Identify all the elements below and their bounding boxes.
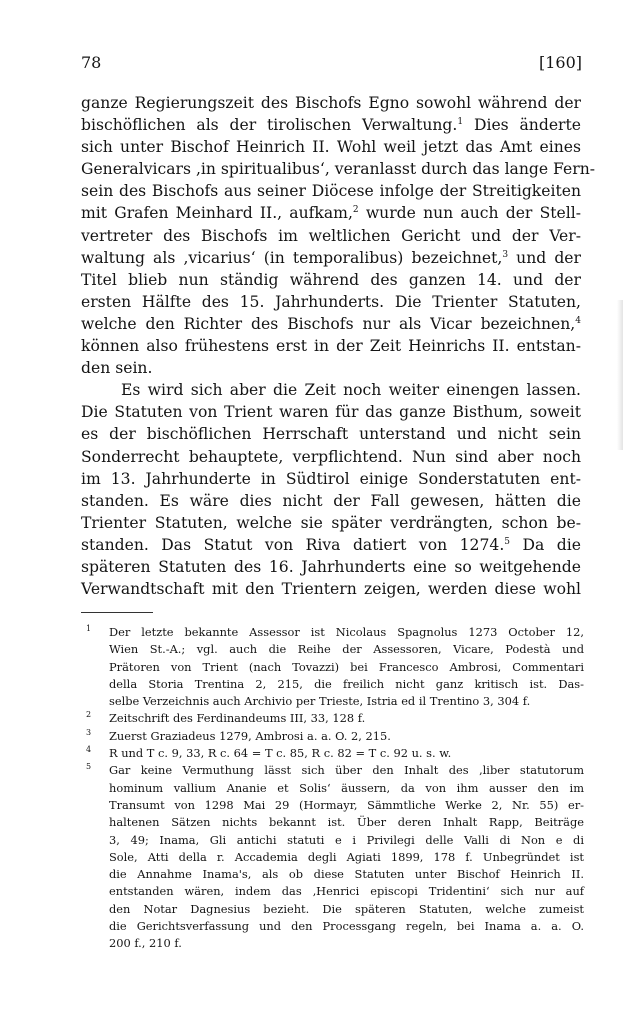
footnote-reference: 5 xyxy=(504,536,511,547)
text-line-continuation: wurde nun auch der Stell- xyxy=(358,204,581,223)
footnote-reference: 2 xyxy=(352,205,359,216)
text-line-content: ersten Hälfte des 15. Jahrhunderts. Die Trienter Statuten, xyxy=(81,292,581,311)
text-line xyxy=(81,92,581,114)
text-line-content: können also frühestens erst in der Zeit Heinrichs II. entstan- xyxy=(81,337,581,356)
footnote-line: entstanden wären, indem das ‚Henrici episcopi Tridentini‘ sich nur auf xyxy=(109,884,584,899)
text-line-content: bischöflichen als der tirolischen Verwaltung. xyxy=(81,116,458,135)
footnote-separator xyxy=(81,612,153,613)
footnote-reference: 1 xyxy=(457,116,464,127)
footnote-line: Sole, Atti della r. Accademia degli Agiati 1899, 178 f. Unbegründet ist xyxy=(109,849,584,864)
text-line-content: mit Grafen Meinhard II., aufkam, xyxy=(81,204,353,223)
text-line xyxy=(81,225,581,247)
text-line xyxy=(81,247,581,269)
footnote xyxy=(86,762,584,779)
text-line xyxy=(81,423,581,445)
text-line xyxy=(81,379,581,401)
footnote-marker: 1 xyxy=(86,624,92,634)
footnote-reference: 4 xyxy=(575,315,581,326)
footnote-line: die Annahme Inama's, als ob diese Statuten unter Bischof Heinrich II. xyxy=(109,867,584,882)
text-line-continuation: Da die xyxy=(510,535,581,554)
text-line xyxy=(81,534,581,556)
footnote-reference: 3 xyxy=(502,249,509,260)
text-line-content: Sonderrecht behauptete, verpflichtend. Nun sind aber noch xyxy=(81,447,581,466)
footnote xyxy=(86,710,584,727)
text-line-content: es der bischöflichen Herrschaft unterstand und nicht sein xyxy=(81,425,581,444)
footnote-line: Zuerst Graziadeus 1279, Ambrosi a. a. O. 2, 215. xyxy=(109,728,391,743)
footnote-line: 200 f., 210 f. xyxy=(109,936,182,951)
footnote xyxy=(86,745,584,762)
text-line xyxy=(81,114,581,136)
text-line xyxy=(81,291,581,313)
text-line xyxy=(81,490,581,512)
footnote-line: della Storia Trentina 2, 215, die freilich nicht ganz kritisch ist. Das- xyxy=(109,676,584,691)
text-line-content: standen. Es wäre dies nicht der Fall gewesen, hätten die xyxy=(81,491,581,510)
footnote-marker: 5 xyxy=(86,762,92,772)
footnote-line: Gar keine Vermuthung lässt sich über den Inhalt des ‚liber statutorum xyxy=(109,763,584,778)
footnote-line: hominum vallium Ananie et Solis‘ äussern, da von ihm ausser den im xyxy=(109,780,584,795)
footnote-line: den Notar Dagnesius bezieht. Die späteren Statuten, welche zumeist xyxy=(109,901,584,916)
text-line xyxy=(81,512,581,534)
text-line-content: sein des Bischofs aus seiner Diöcese infolge der Streitigkeiten xyxy=(81,182,581,201)
footnote-line: 3, 49; Inama, Gli antichi statuti e i Privilegi delle Valli di Non e di xyxy=(109,832,584,847)
footnote xyxy=(86,624,584,641)
text-line-content: späteren Statuten des 16. Jahrhunderts eine so weitgehende xyxy=(81,557,581,576)
footnotes xyxy=(86,624,584,953)
text-line-continuation: Dies änderte xyxy=(463,116,581,135)
page-number: 78 xyxy=(81,53,102,72)
footnote-line: selbe Verzeichnis auch Archivio per Trieste, Istria ed il Trentino 3, 304 f. xyxy=(109,694,531,709)
text-line xyxy=(81,556,581,578)
main-text xyxy=(81,92,596,600)
text-line-content: Verwandtschaft mit den Trientern zeigen, werden diese wohl xyxy=(81,580,581,599)
text-line xyxy=(81,136,581,158)
text-line xyxy=(81,401,581,423)
text-line xyxy=(81,468,581,490)
scan-edge-shadow xyxy=(617,300,623,450)
text-line-content: standen. Das Statut von Riva datiert von 1274. xyxy=(81,535,505,554)
text-line xyxy=(81,313,581,335)
text-line xyxy=(81,180,581,202)
text-line xyxy=(81,357,581,379)
footnote-line: Transumt von 1298 Mai 29 (Hormayr, Sämmtliche Werke 2, Nr. 55) er- xyxy=(109,797,584,812)
text-line xyxy=(81,446,581,468)
footnote-line: Prätoren von Trient (nach Tovazzi) bei Francesco Ambrosi, Commentari xyxy=(109,659,584,674)
text-line-content: sich unter Bischof Heinrich II. Wohl weil jetzt das Amt eines xyxy=(81,138,581,157)
text-line-content: Trienter Statuten, welche sie später verdrängten, schon be- xyxy=(81,513,581,532)
text-line-content: vertreter des Bischofs im weltlichen Gericht und der Ver- xyxy=(81,226,581,245)
footnote-line: R und T c. 9, 33, R c. 64 = T c. 85, R c. 82 = T c. 92 u. s. w. xyxy=(109,746,452,761)
text-line-content: den sein. xyxy=(81,359,153,378)
text-line-content: Generalvicars ‚in spiritualibus‘, veranlasst durch das lange Fern- xyxy=(81,160,596,179)
text-line xyxy=(81,202,581,224)
footnote-marker: 3 xyxy=(86,727,92,737)
footnote-line: haltenen Sätzen nichts bekannt ist. Über deren Inhalt Rapp, Beiträge xyxy=(109,815,584,830)
footnote-line: Zeitschrift des Ferdinandeums III, 33, 128 f. xyxy=(109,711,366,726)
text-line-continuation: und der xyxy=(508,248,581,267)
text-line xyxy=(81,269,581,291)
text-line xyxy=(81,158,596,180)
text-line-content: welche den Richter des Bischofs nur als Vicar bezeichnen, xyxy=(81,314,576,333)
text-line-content: Titel blieb nun ständig während des ganzen 14. und der xyxy=(81,270,581,289)
footnote-line: Wien St.-A.; vgl. auch die Reihe der Assessoren, Vicare, Podestà und xyxy=(109,642,584,657)
text-line-content: ganze Regierungszeit des Bischofs Egno sowohl während der xyxy=(81,94,581,112)
footnote-marker: 2 xyxy=(86,710,92,720)
text-line-content: Es wird sich aber die Zeit noch weiter einengen lassen. xyxy=(121,381,581,400)
footnote-line: Der letzte bekannte Assessor ist Nicolaus Spagnolus 1273 October 12, xyxy=(109,625,584,639)
text-line-content: Die Statuten von Trient waren für das ganze Bisthum, soweit xyxy=(81,403,581,422)
text-line xyxy=(81,578,581,600)
footnote-line: die Gerichtsverfassung und den Processgang regeln, bei Inama a. a. O. xyxy=(109,919,584,934)
text-line xyxy=(81,335,581,357)
text-line-content: im 13. Jahrhunderte in Südtirol einige Sonderstatuten ent- xyxy=(81,469,581,488)
bracketed-page-reference: [160] xyxy=(538,53,582,72)
footnote xyxy=(86,728,584,745)
footnote-marker: 4 xyxy=(86,745,92,755)
text-line-content: waltung als ‚vicarius‘ (in temporalibus) bezeichnet, xyxy=(81,248,503,267)
page-header xyxy=(81,53,582,77)
